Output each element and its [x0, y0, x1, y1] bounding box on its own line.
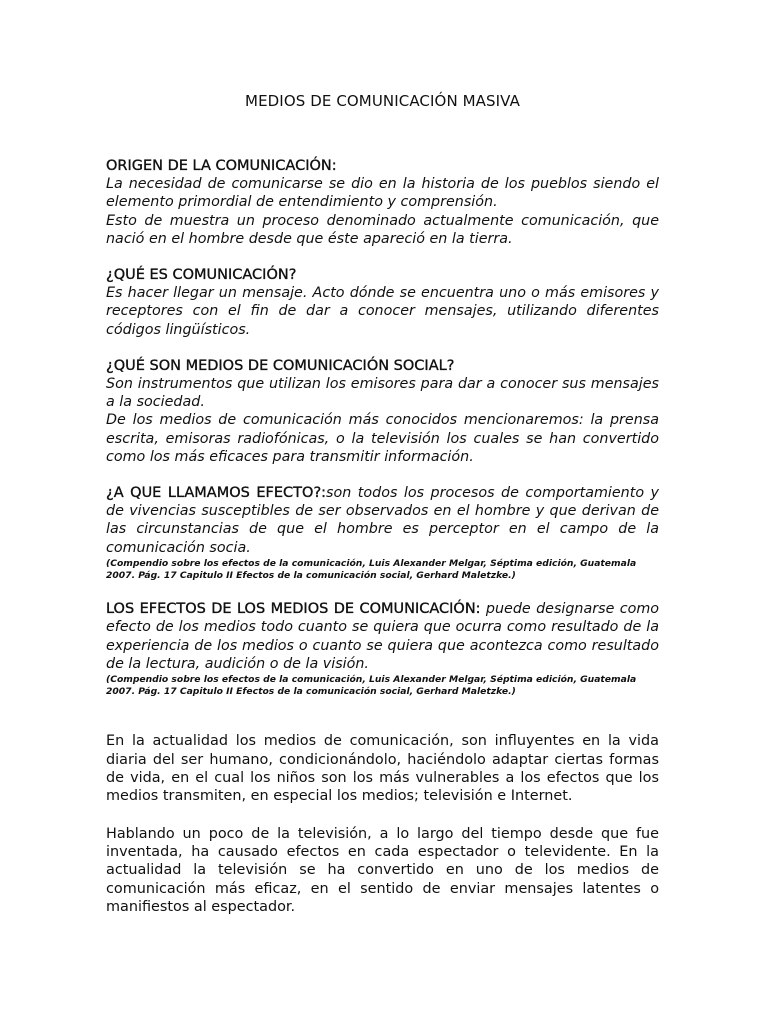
- section-paragraph: De los medios de comunicación más conocidos mencionaremos: la prensa escrita, emisoras radiofónicas, o la televisión los cuales se han convertido como los más eficaces para transmitir información.: [106, 412, 659, 465]
- body-paragraph: En la actualidad los medios de comunicación, son influyentes en la vida diaria del ser humano, condicionándolo, haciéndolo adaptar ciertas formas de vida, en el cual los niños son los más vulnerables a los efectos que los medios transmiten, en especial los medios; televisión e Internet.: [106, 733, 659, 805]
- section-inline-text: puede designarse como efecto de los medios todo cuanto se quiera que ocurra como resultado de la experiencia de los medios o cuanto se quiera que acontezca como resultado de la lectura, audición o de la visión.: [106, 601, 660, 672]
- section-que-es: [106, 266, 659, 339]
- section-paragraph: Son instrumentos que utilizan los emisores para dar a conocer sus mensajes a la sociedad.: [106, 376, 659, 411]
- section-paragraph: Esto de muestra un proceso denominado actualmente comunicación, que nació en el hombre desde que éste apareció en la tierra.: [106, 212, 659, 247]
- citation: (Compendio sobre los efectos de la comunicación, Luis Alexander Melgar, Séptima edición, Guatemala 2007. Pág. 17 Capitulo II Efectos de la comunicación social, Gerhard Maletzke.): [106, 674, 637, 698]
- section-paragraph: [106, 484, 659, 557]
- document-title: MEDIOS DE COMUNICACIÓN MASIVA: [245, 92, 520, 110]
- section-paragraph: [106, 600, 659, 673]
- section-paragraph: La necesidad de comunicarse se dio en la historia de los pueblos siendo el elemento primordial de entendimiento y comprensión.: [106, 176, 659, 211]
- section-efectos-medios: [106, 600, 659, 698]
- citation: (Compendio sobre los efectos de la comunicación, Luis Alexander Melgar, Séptima edición, Guatemala 2007. Pág. 17 Capitulo II Efectos de la comunicación social, Gerhard Maletzke.): [106, 557, 637, 582]
- section-heading: ¿A QUE LLAMAMOS EFECTO?:: [106, 485, 327, 502]
- section-origen: [106, 157, 659, 248]
- section-heading: ¿QUÉ SON MEDIOS DE COMUNICACIÓN SOCIAL?: [106, 357, 455, 374]
- spacer: [106, 716, 659, 732]
- section-paragraph: Es hacer llegar un mensaje. Acto dónde se encuentra uno o más emisores y receptores con el fin de dar a conocer mensajes, utilizando diferentes códigos lingüísticos.: [106, 285, 659, 338]
- document-page: [106, 92, 659, 935]
- section-heading: ORIGEN DE LA COMUNICACIÓN:: [106, 158, 337, 174]
- section-medios-social: [106, 357, 659, 466]
- body-paragraph: Hablando un poco de la televisión, a lo largo del tiempo desde que fue inventada, ha causado efectos en cada espectador o televidente. En la actualidad la televisión se ha convertido en uno de los medios de comunicación más eficaz, en el sentido de enviar mensajes latentes o manifiestos al espectador.: [106, 825, 659, 915]
- section-efecto: [106, 484, 659, 582]
- section-heading: LOS EFECTOS DE LOS MEDIOS DE COMUNICACIÓN:: [106, 601, 481, 618]
- section-heading: ¿QUÉ ES COMUNICACIÓN?: [106, 267, 297, 284]
- section-inline-text: son todos los procesos de comportamiento y de vivencias susceptibles de ser observados en el hombre y que derivan de las circunstancias de que el hombre es perceptor en el campo de la comunicación socia.: [106, 485, 659, 556]
